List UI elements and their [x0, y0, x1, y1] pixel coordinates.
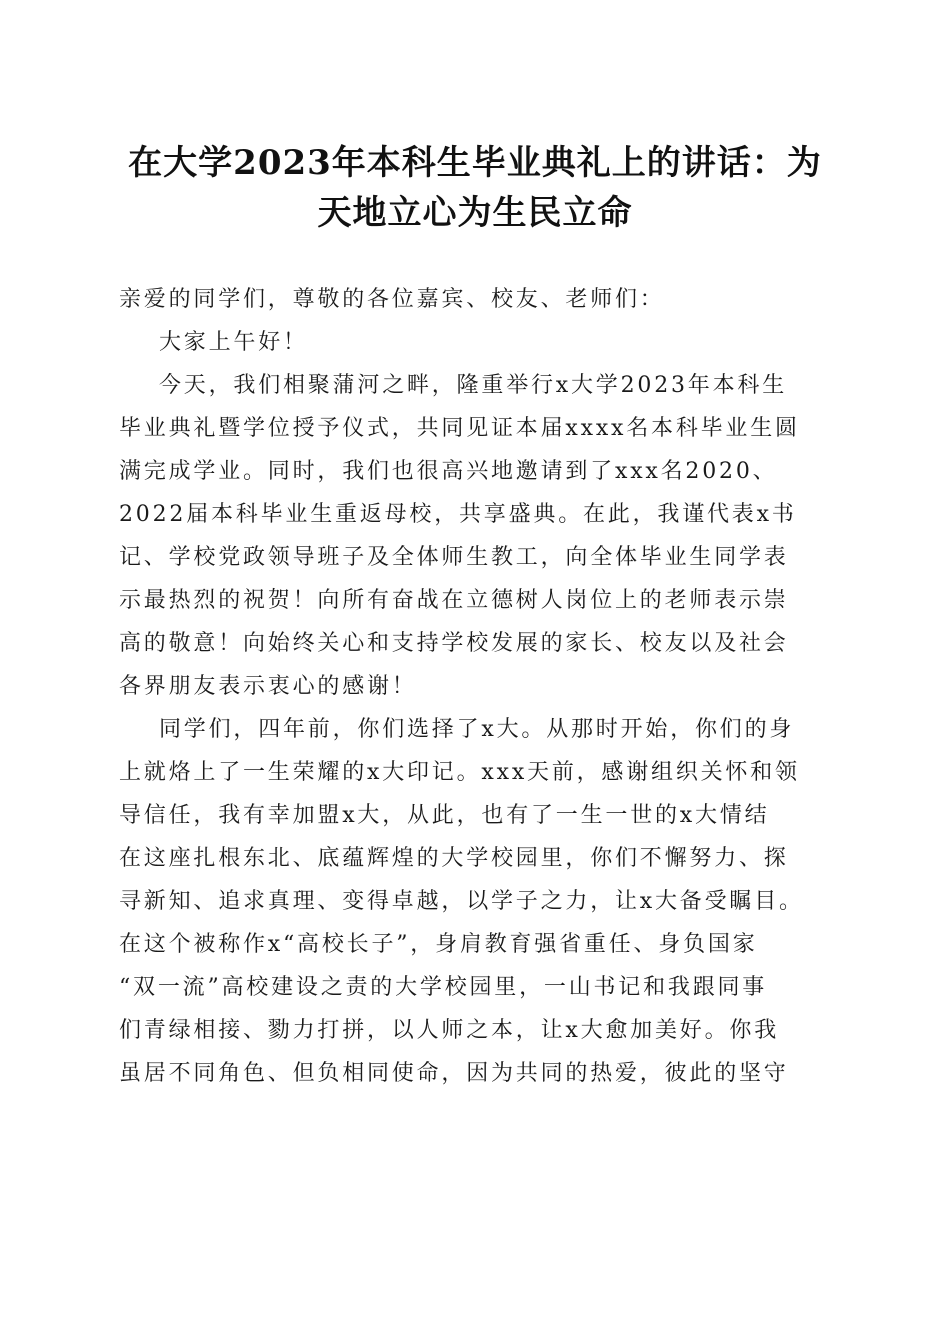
paragraph-line: 高的敬意！向始终关心和支持学校发展的家长、校友以及社会: [119, 631, 789, 656]
greeting: 大家上午好！: [159, 330, 308, 355]
paragraph-line: 在这个被称作x“高校长子”，身肩教育强省重任、身负国家: [119, 932, 758, 957]
paragraph-line: 虽居不同角色、但负相同使命，因为共同的热爱，彼此的坚守: [119, 1061, 789, 1086]
paragraph-line: “双一流”高校建设之责的大学校园里，一山书记和我跟同事: [119, 975, 768, 1000]
paragraph-line: 各界朋友表示衷心的感谢！: [119, 674, 417, 699]
paragraph-line: 们青绿相接、勠力打拼，以人师之本，让x大愈加美好。你我: [119, 1018, 780, 1043]
salutation: 亲爱的同学们，尊敬的各位嘉宾、校友、老师们：: [119, 287, 665, 312]
document-title: [110, 138, 840, 238]
paragraph-line: 在这座扎根东北、底蕴辉煌的大学校园里，你们不懈努力、探: [119, 846, 789, 871]
paragraph-2: [119, 708, 839, 1095]
paragraph-line: 满完成学业。同时，我们也很高兴地邀请到了xxx名2020、: [119, 459, 778, 484]
paragraph-line: 2022届本科毕业生重返母校，共享盛典。在此，我谨代表x书: [119, 502, 797, 527]
title-line-2: 天地立心为生民立命: [317, 193, 633, 233]
paragraph-line: 示最热烈的祝贺！向所有奋战在立德树人岗位上的老师表示崇: [119, 588, 789, 613]
paragraph-1: [119, 364, 839, 708]
paragraph-line: 记、学校党政领导班子及全体师生教工，向全体毕业生同学表: [119, 545, 789, 570]
paragraph-line: 导信任，我有幸加盟x大，从此，也有了一生一世的x大情结: [119, 803, 770, 828]
document-body: [119, 278, 839, 1095]
title-line-1: 在大学2023年本科生毕业典礼上的讲话：为: [128, 143, 822, 183]
paragraph-line: 今天，我们相聚蒲河之畔，隆重举行x大学2023年本科生: [159, 373, 787, 398]
paragraph-line: 毕业典礼暨学位授予仪式，共同见证本届xxxx名本科毕业生圆: [119, 416, 800, 441]
paragraph-line: 同学们，四年前，你们选择了x大。从那时开始，你们的身: [159, 717, 795, 742]
paragraph-line: 寻新知、追求真理、变得卓越，以学子之力，让x大备受瞩目。: [119, 889, 804, 914]
paragraph-line: 上就烙上了一生荣耀的x大印记。xxx天前，感谢组织关怀和领: [119, 760, 800, 785]
